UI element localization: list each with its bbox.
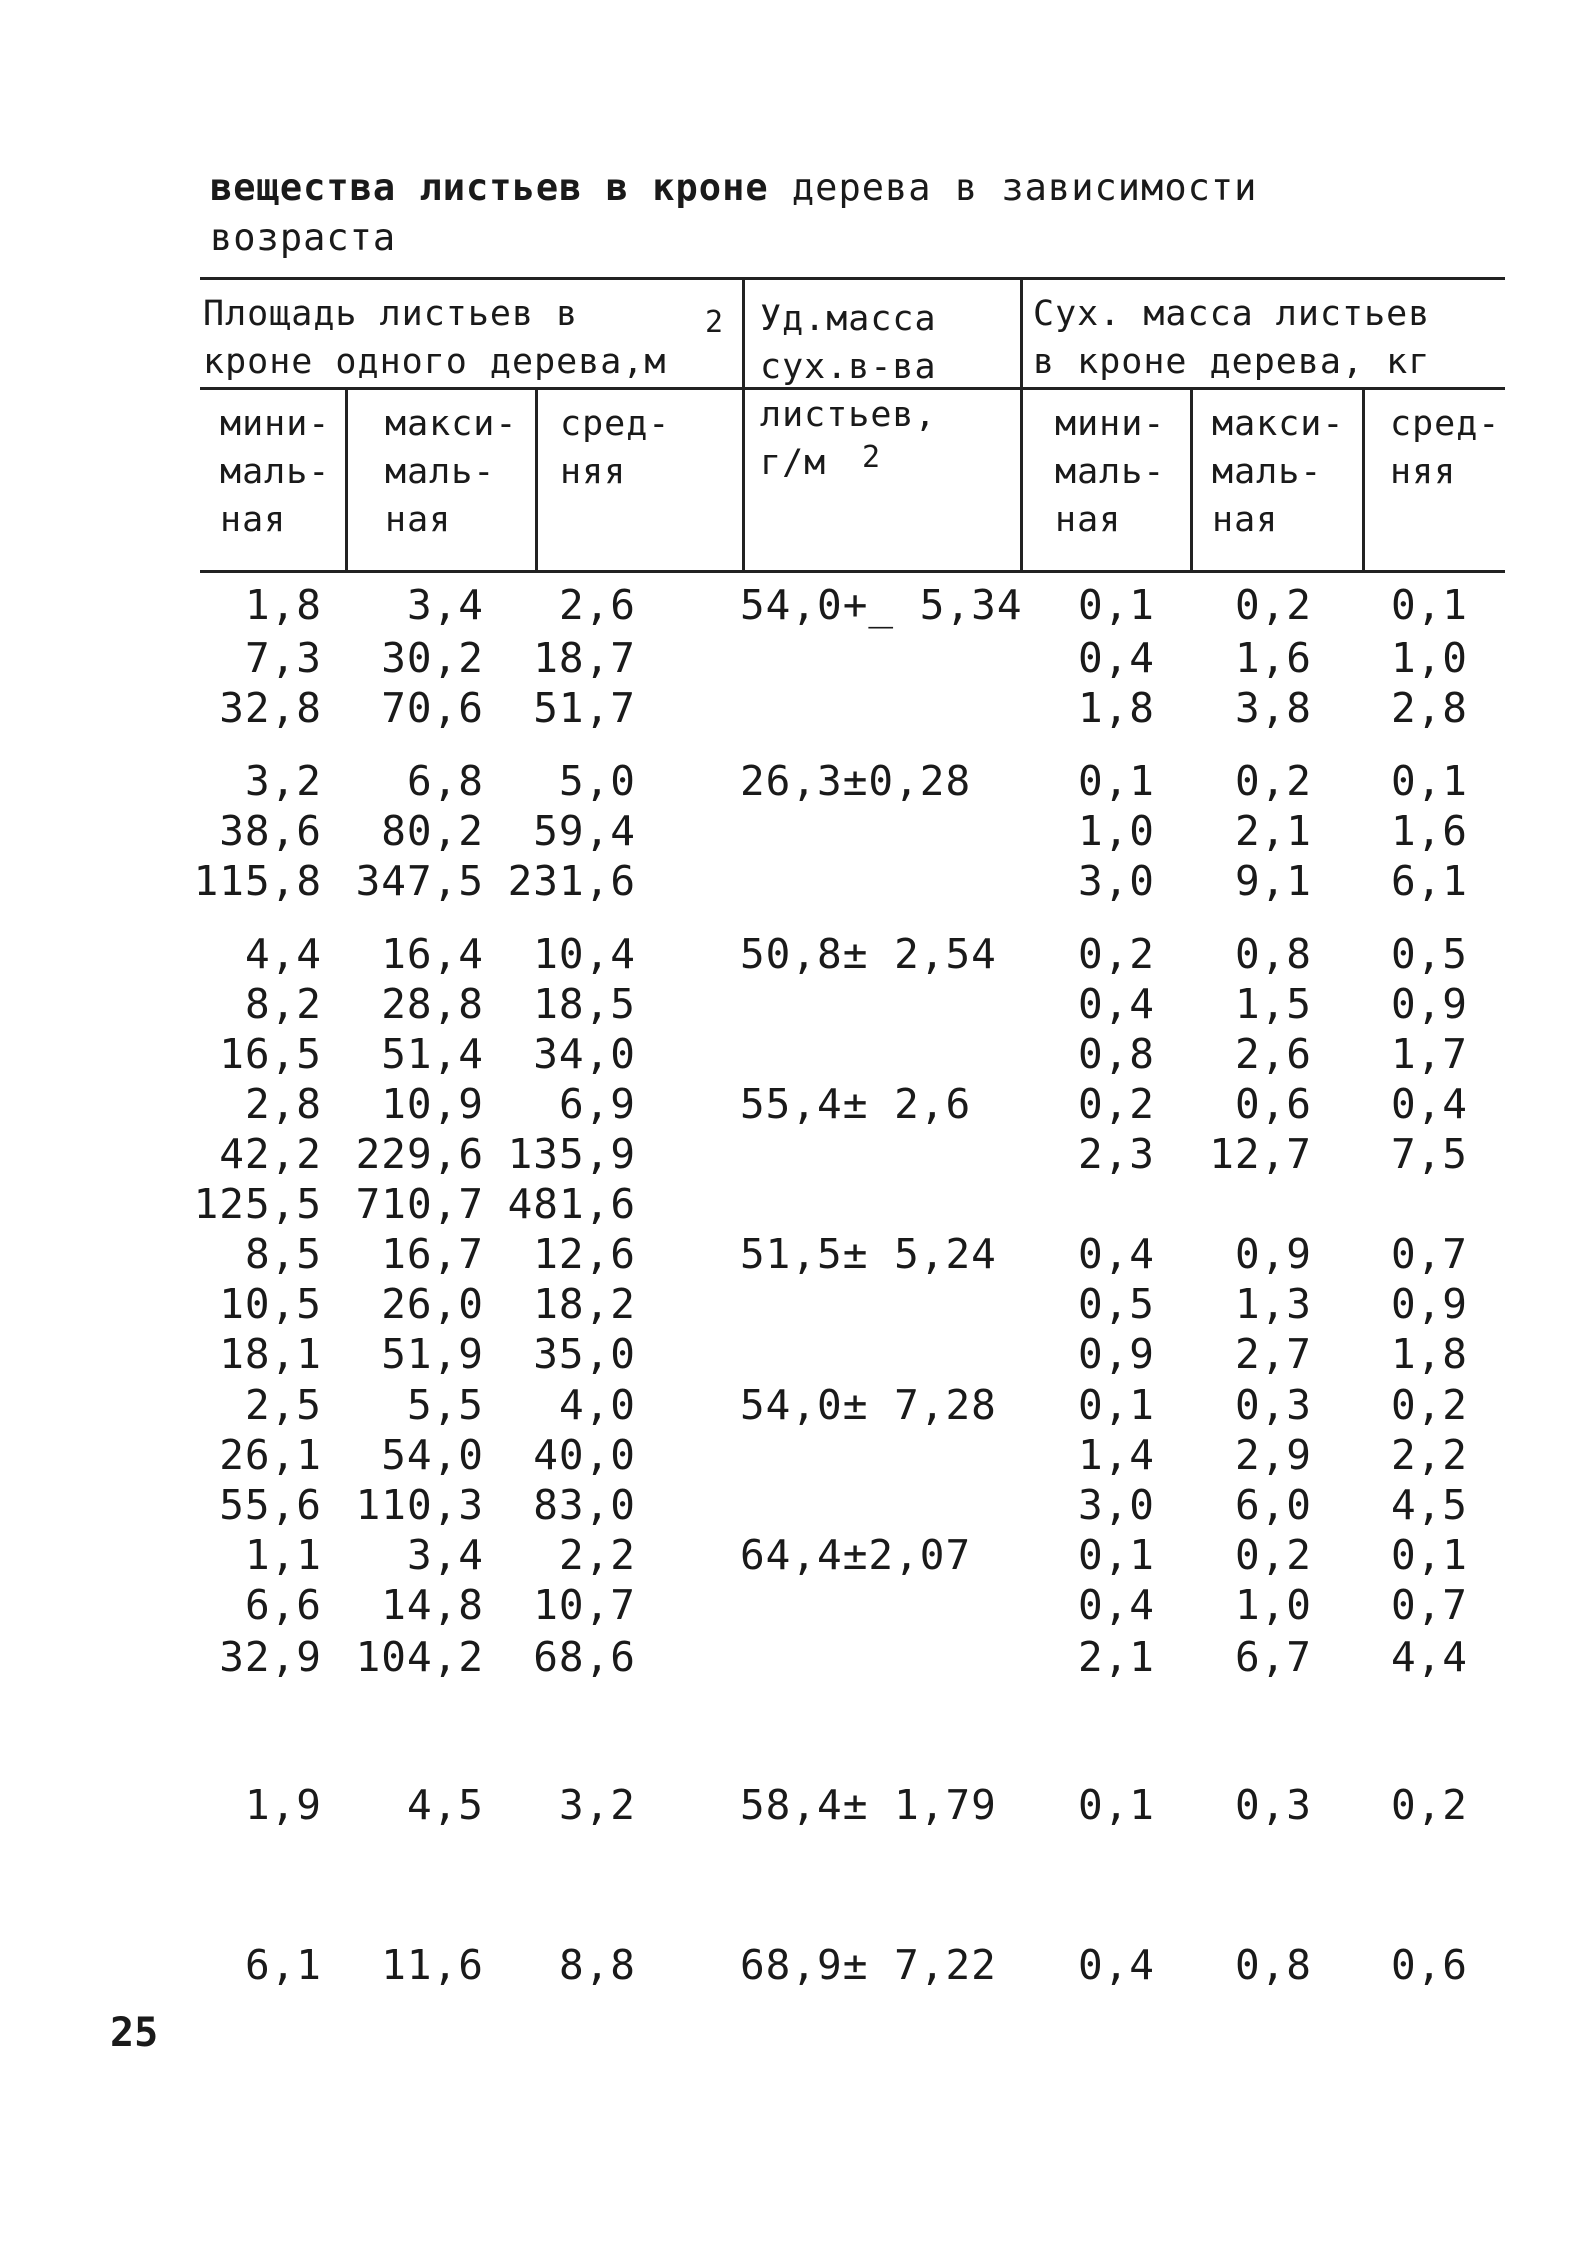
area-max-cell: 16,4 (381, 930, 484, 978)
header-specific-mass: Уд.масса сух.в-ва листьев, г/м (760, 299, 937, 483)
header-dry-avg: сред- няя (1390, 404, 1501, 492)
dry-avg-cell: 0,1 (1390, 581, 1468, 629)
dry-avg-cell: 0,1 (1390, 757, 1468, 805)
dry-max-cell: 12,7 (1209, 1130, 1312, 1178)
dry-max-cell: 0,8 (1234, 1941, 1312, 1989)
area-avg-cell: 18,2 (533, 1280, 636, 1328)
dry-max-cell: 0,8 (1234, 930, 1312, 978)
dry-min-cell: 0,5 (1077, 1280, 1155, 1328)
area-avg-cell: 59,4 (533, 807, 636, 855)
dry-min-cell: 2,1 (1077, 1633, 1155, 1681)
dry-max-cell: 1,6 (1234, 634, 1312, 682)
column-divider (742, 279, 745, 572)
dry-max-cell: 0,9 (1234, 1230, 1312, 1278)
dry-min-cell: 0,4 (1077, 980, 1155, 1028)
specific-mass-cell: 55,4± 2,6 (740, 1080, 972, 1128)
dry-min-cell: 0,2 (1077, 930, 1155, 978)
dry-min-cell: 0,1 (1077, 1531, 1155, 1579)
area-avg-cell: 35,0 (533, 1330, 636, 1378)
dry-avg-cell: 1,7 (1390, 1030, 1468, 1078)
specific-mass-cell: 58,4± 1,79 (740, 1781, 997, 1829)
area-max-cell: 104,2 (355, 1633, 484, 1681)
area-max-cell: 3,4 (406, 1531, 484, 1579)
dry-min-cell: 1,8 (1077, 684, 1155, 732)
area-avg-cell: 34,0 (533, 1030, 636, 1078)
dry-avg-cell: 0,6 (1390, 1941, 1468, 1989)
dry-avg-cell: 6,1 (1390, 857, 1468, 905)
dry-max-cell: 1,0 (1234, 1581, 1312, 1629)
dry-avg-cell (1228, 1179, 1468, 1229)
dry-min-cell: 3,0 (1077, 1481, 1155, 1529)
area-max-cell: 30,2 (381, 634, 484, 682)
dry-max-cell: 2,1 (1234, 807, 1312, 855)
dry-min-cell: 3,0 (1077, 857, 1155, 905)
specific-mass-cell: 68,9± 7,22 (740, 1941, 997, 1989)
area-avg-cell: 2,6 (558, 581, 636, 629)
column-divider (1362, 389, 1365, 572)
dry-max-cell: 0,6 (1234, 1080, 1312, 1128)
column-divider (535, 389, 538, 572)
dry-max-cell: 6,0 (1234, 1481, 1312, 1529)
column-divider (1020, 279, 1023, 572)
area-max-cell: 14,8 (381, 1581, 484, 1629)
header-area-min: мини- маль- ная (220, 404, 331, 540)
area-avg-cell: 6,9 (558, 1080, 636, 1128)
dry-avg-cell: 0,9 (1390, 980, 1468, 1028)
dry-max-cell: 0,3 (1234, 1781, 1312, 1829)
area-avg-cell: 8,8 (558, 1941, 636, 1989)
area-min-cell: 1,9 (244, 1781, 322, 1829)
dry-min-cell: 0,1 (1077, 581, 1155, 629)
area-min-cell: 1,8 (244, 581, 322, 629)
dry-max-cell: 3,8 (1234, 684, 1312, 732)
area-max-cell: 51,9 (381, 1330, 484, 1378)
area-min-cell: 16,5 (219, 1030, 322, 1078)
dry-max-cell: 0,2 (1234, 757, 1312, 805)
header-specific-mass-superscript: 2 (862, 440, 881, 475)
dry-min-cell: 1,0 (1077, 807, 1155, 855)
area-max-cell: 11,6 (381, 1941, 484, 1989)
dry-avg-cell: 4,5 (1390, 1481, 1468, 1529)
dry-min-cell: 0,4 (1077, 634, 1155, 682)
dry-max-cell: 2,7 (1234, 1330, 1312, 1378)
specific-mass-cell: 54,0± 7,28 (740, 1381, 997, 1429)
dry-max-cell: 2,6 (1234, 1030, 1312, 1078)
caption-rest-text: дерева в зависимости (768, 166, 1258, 209)
header-leaf-area-superscript: 2 (705, 305, 724, 340)
specific-mass-cell: 64,4±2,07 (740, 1531, 972, 1579)
header-dry-max: макси- маль- ная (1212, 404, 1345, 540)
area-min-cell: 125,5 (193, 1180, 322, 1228)
header-leaf-area: Площадь листьев в кроне одного дерева,м (203, 294, 667, 382)
area-min-cell: 3,2 (244, 757, 322, 805)
area-avg-cell: 4,0 (558, 1381, 636, 1429)
area-avg-cell: 5,0 (558, 757, 636, 805)
area-min-cell: 42,2 (219, 1130, 322, 1178)
specific-mass-cell: 50,8± 2,54 (740, 930, 997, 978)
dry-avg-cell: 0,2 (1390, 1781, 1468, 1829)
dry-min-cell: 0,4 (1077, 1230, 1155, 1278)
area-max-cell: 110,3 (355, 1481, 484, 1529)
dry-avg-cell: 0,1 (1390, 1531, 1468, 1579)
dry-min-cell: 0,1 (1077, 1781, 1155, 1829)
area-min-cell: 55,6 (219, 1481, 322, 1529)
dry-avg-cell: 2,8 (1390, 684, 1468, 732)
area-min-cell: 4,4 (244, 930, 322, 978)
area-avg-cell: 12,6 (533, 1230, 636, 1278)
area-max-cell: 80,2 (381, 807, 484, 855)
dry-min-cell: 0,9 (1077, 1330, 1155, 1378)
dry-avg-cell: 0,4 (1390, 1080, 1468, 1128)
dry-max-cell: 1,5 (1234, 980, 1312, 1028)
area-avg-cell: 83,0 (533, 1481, 636, 1529)
dry-avg-cell: 0,5 (1390, 930, 1468, 978)
area-max-cell: 6,8 (406, 757, 484, 805)
specific-mass-cell: 26,3±0,28 (740, 757, 972, 805)
area-min-cell: 6,6 (244, 1581, 322, 1629)
dry-max-cell: 9,1 (1234, 857, 1312, 905)
caption-line-2: возраста (210, 216, 397, 259)
area-avg-cell: 68,6 (533, 1633, 636, 1681)
area-min-cell: 18,1 (219, 1330, 322, 1378)
area-max-cell: 10,9 (381, 1080, 484, 1128)
area-min-cell: 115,8 (193, 857, 322, 905)
area-min-cell: 26,1 (219, 1431, 322, 1479)
area-max-cell: 710,7 (355, 1180, 484, 1228)
area-avg-cell: 40,0 (533, 1431, 636, 1479)
dry-max-cell: 0,3 (1234, 1381, 1312, 1429)
dry-avg-cell: 4,4 (1390, 1633, 1468, 1681)
dry-avg-cell: 7,5 (1390, 1130, 1468, 1178)
dry-max-cell: 2,9 (1234, 1431, 1312, 1479)
area-min-cell: 7,3 (244, 634, 322, 682)
area-min-cell: 32,8 (219, 684, 322, 732)
area-avg-cell: 135,9 (507, 1130, 636, 1178)
specific-mass-cell: 54,0+_ 5,34 (740, 581, 1023, 629)
header-bottom-rule (200, 570, 1505, 573)
area-avg-cell: 3,2 (558, 1781, 636, 1829)
area-min-cell: 38,6 (219, 807, 322, 855)
dry-min-cell: 1,4 (1077, 1431, 1155, 1479)
area-min-cell: 2,8 (244, 1080, 322, 1128)
dry-avg-cell: 0,7 (1390, 1581, 1468, 1629)
caption-line-1 (210, 163, 1510, 213)
dry-avg-cell: 0,7 (1390, 1230, 1468, 1278)
area-avg-cell: 18,5 (533, 980, 636, 1028)
dry-avg-cell: 1,8 (1390, 1330, 1468, 1378)
area-max-cell: 54,0 (381, 1431, 484, 1479)
dry-min-cell: 0,1 (1077, 757, 1155, 805)
area-avg-cell: 2,2 (558, 1531, 636, 1579)
header-dry-min: мини- маль- ная (1055, 404, 1166, 540)
area-min-cell: 2,5 (244, 1381, 322, 1429)
dry-min-cell: 0,2 (1077, 1080, 1155, 1128)
dry-max-cell: 1,3 (1234, 1280, 1312, 1328)
area-avg-cell: 18,7 (533, 634, 636, 682)
area-max-cell: 4,5 (406, 1781, 484, 1829)
caption-bold-text: вещества листьев в кроне (210, 166, 769, 209)
area-max-cell: 3,4 (406, 581, 484, 629)
area-max-cell: 229,6 (355, 1130, 484, 1178)
area-max-cell: 16,7 (381, 1230, 484, 1278)
area-max-cell: 5,5 (406, 1381, 484, 1429)
dry-max-cell: 0,2 (1234, 1531, 1312, 1579)
table-caption (210, 163, 1510, 263)
dry-max-cell: 0,2 (1234, 581, 1312, 629)
dry-avg-cell: 1,0 (1390, 634, 1468, 682)
area-max-cell: 26,0 (381, 1280, 484, 1328)
area-min-cell: 6,1 (244, 1941, 322, 1989)
area-avg-cell: 481,6 (507, 1180, 636, 1228)
dry-min-cell: 0,8 (1077, 1030, 1155, 1078)
specific-mass-cell: 51,5± 5,24 (740, 1230, 997, 1278)
area-max-cell: 28,8 (381, 980, 484, 1028)
area-max-cell: 51,4 (381, 1030, 484, 1078)
column-divider (1190, 389, 1193, 572)
area-min-cell: 32,9 (219, 1633, 322, 1681)
header-area-max: макси- маль- ная (385, 404, 518, 540)
page-number: 25 (110, 2010, 159, 2056)
table-top-rule (200, 277, 1505, 280)
dry-avg-cell: 1,6 (1390, 807, 1468, 855)
area-max-cell: 347,5 (355, 857, 484, 905)
dry-min-cell: 0,4 (1077, 1941, 1155, 1989)
dry-min-cell: 0,4 (1077, 1581, 1155, 1629)
area-avg-cell: 10,4 (533, 930, 636, 978)
dry-min-cell: 2,3 (1077, 1130, 1155, 1178)
area-min-cell: 10,5 (219, 1280, 322, 1328)
area-min-cell: 8,2 (244, 980, 322, 1028)
area-avg-cell: 51,7 (533, 684, 636, 732)
dry-avg-cell: 2,2 (1390, 1431, 1468, 1479)
area-min-cell: 8,5 (244, 1230, 322, 1278)
area-min-cell: 1,1 (244, 1531, 322, 1579)
column-divider (345, 389, 348, 572)
header-area-avg: сред- няя (560, 404, 671, 492)
area-avg-cell: 231,6 (507, 857, 636, 905)
header-dry-mass: Сух. масса листьев в кроне дерева, кг (1033, 294, 1431, 382)
area-avg-cell: 10,7 (533, 1581, 636, 1629)
dry-avg-cell: 0,9 (1390, 1280, 1468, 1328)
dry-avg-cell: 0,2 (1390, 1381, 1468, 1429)
dry-max-cell: 6,7 (1234, 1633, 1312, 1681)
dry-min-cell: 0,1 (1077, 1381, 1155, 1429)
area-max-cell: 70,6 (381, 684, 484, 732)
